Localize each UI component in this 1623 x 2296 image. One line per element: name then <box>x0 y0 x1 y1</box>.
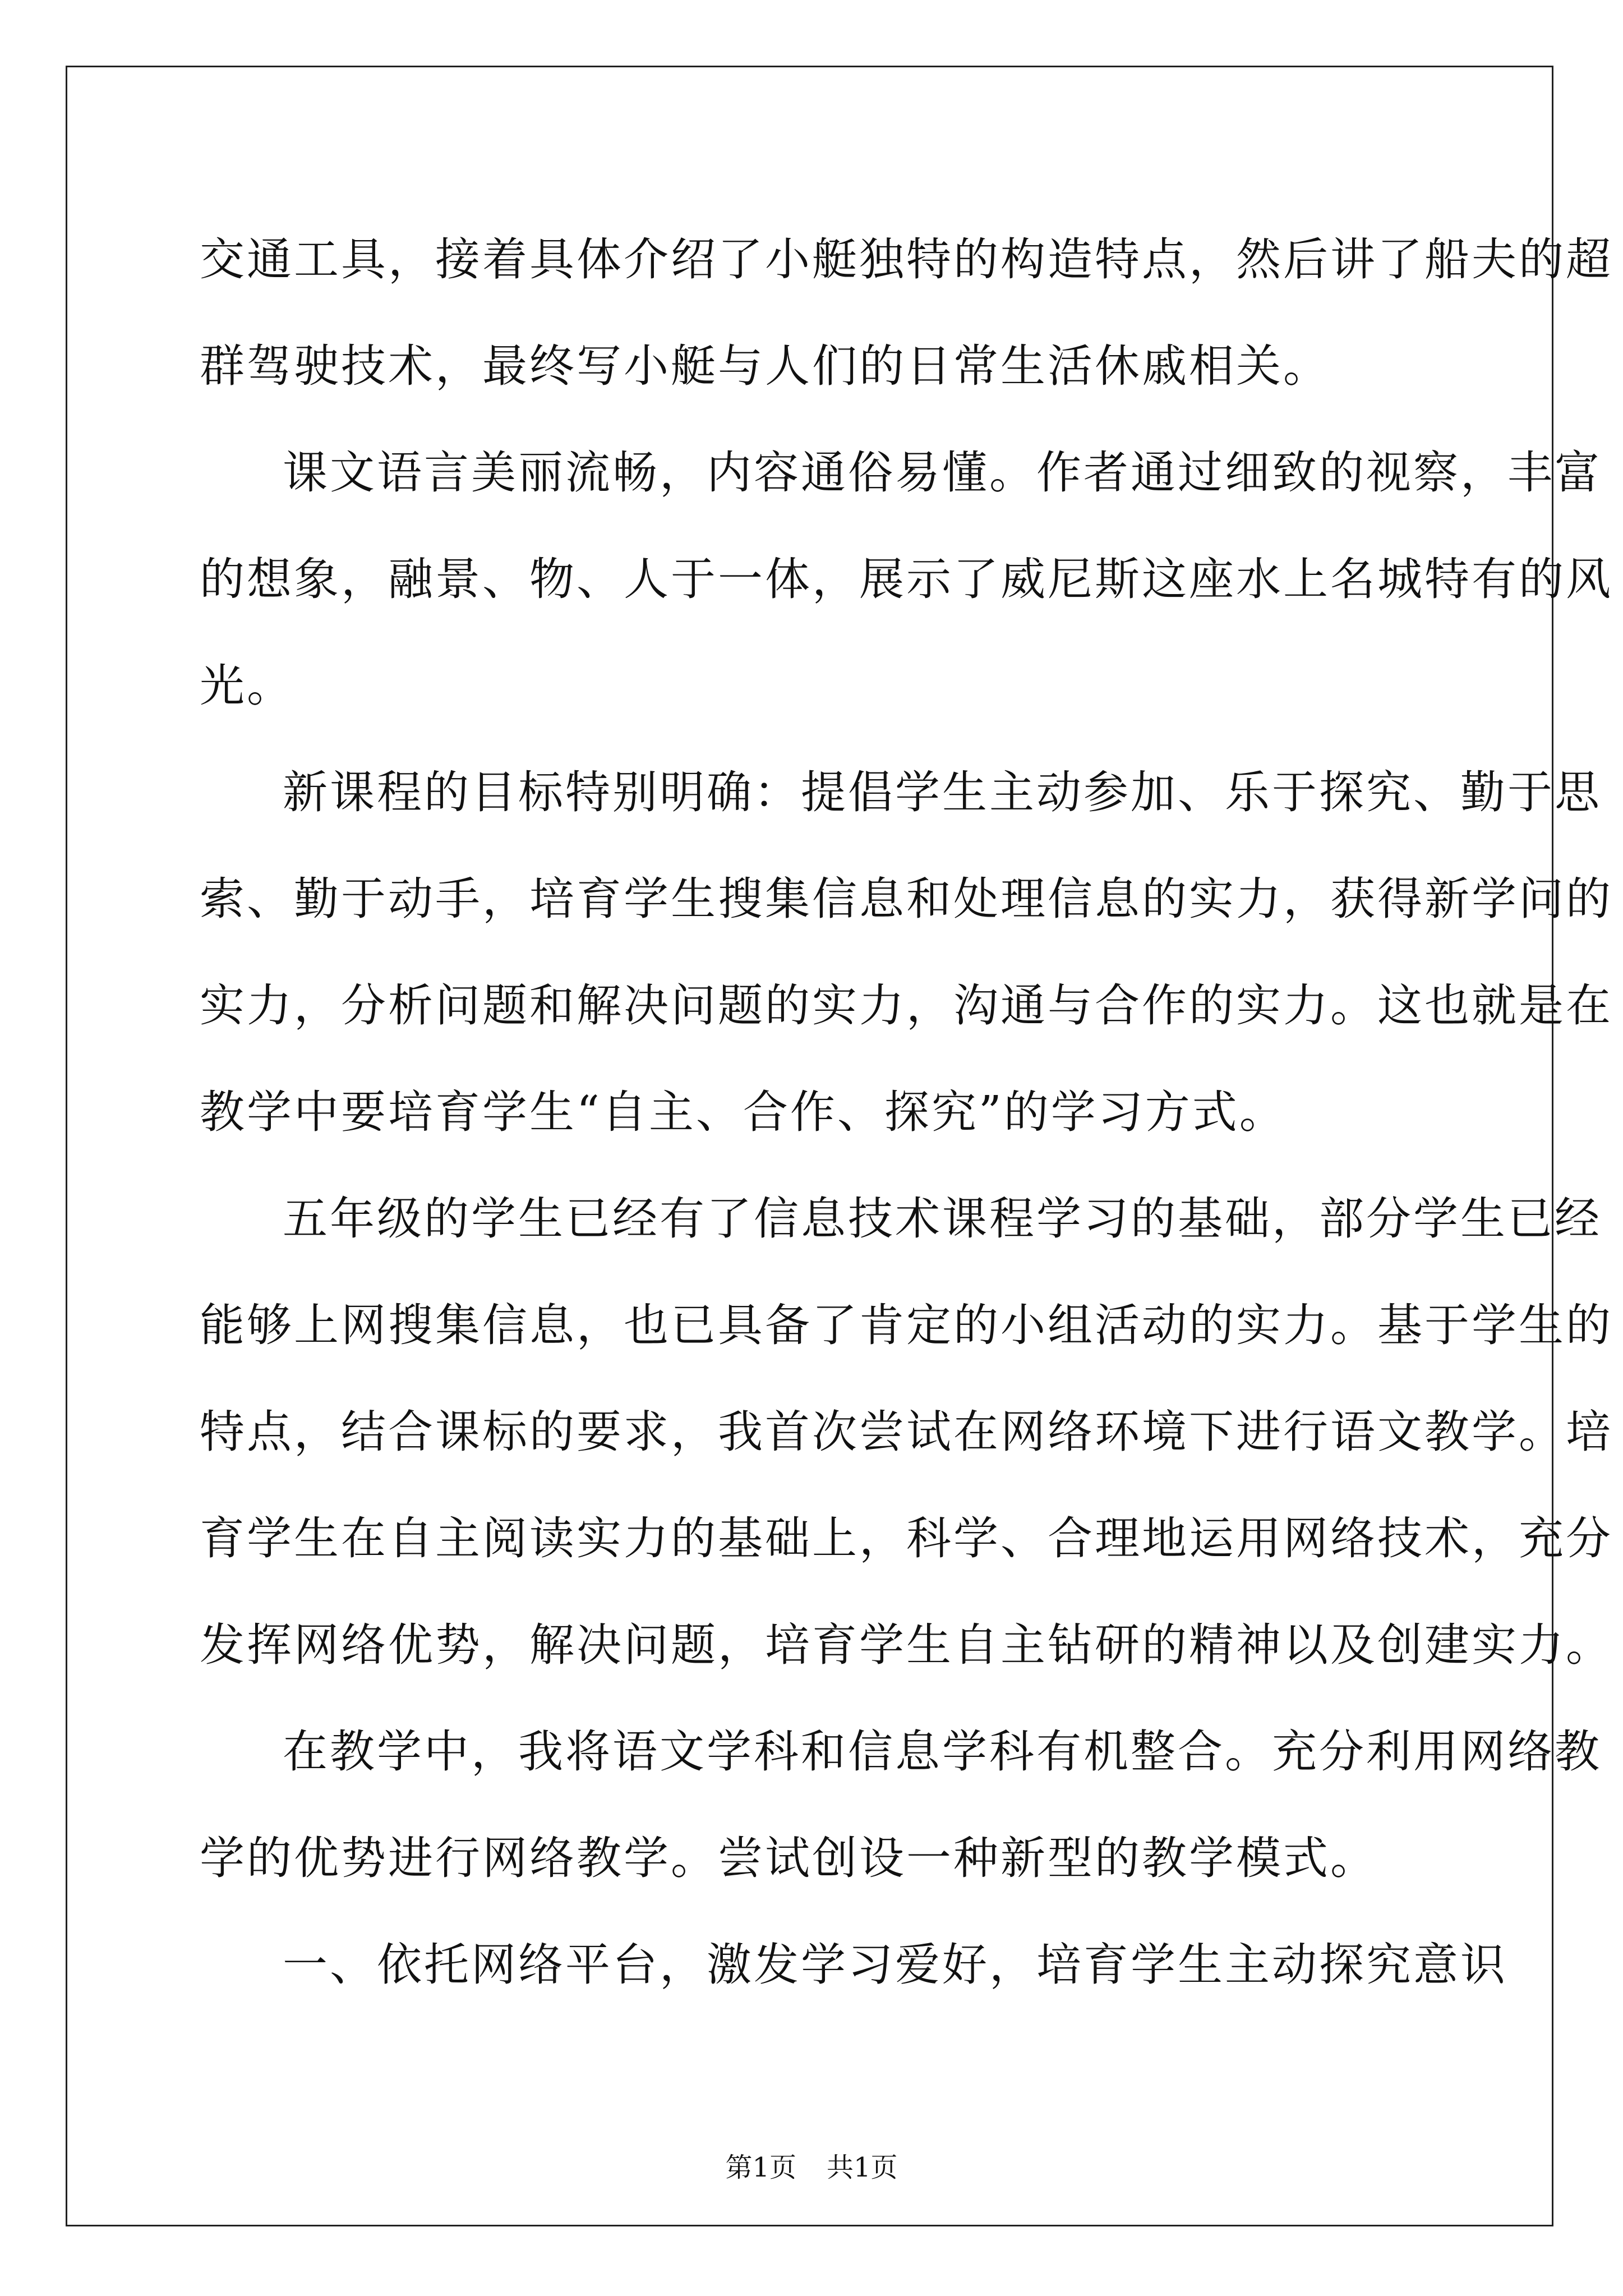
text-line: 实力，分析问题和解决问题的实力，沟通与合作的实力。这也就是在 <box>200 979 1613 1032</box>
text-line: 在教学中，我将语文学科和信息学科有机整合。充分利用网络教 <box>283 1726 1602 1778</box>
text-line: 发挥网络优势，解决问题，培育学生自主钻研的精神以及创建实力。 <box>200 1619 1613 1671</box>
text-line: 五年级的学生已经有了信息技术课程学习的基础，部分学生已经 <box>283 1193 1602 1245</box>
paragraph <box>200 206 1613 420</box>
section-heading <box>200 1912 1507 2018</box>
text-line: 能够上网搜集信息，也已具备了肯定的小组活动的实力。基于学生的 <box>200 1299 1613 1351</box>
page-footer <box>0 2146 1623 2184</box>
paragraph <box>200 739 1613 1166</box>
text-line: 育学生在自主阅读实力的基础上，科学、合理地运用网络技术，充分 <box>200 1512 1613 1565</box>
text-line: 交通工具，接着具体介绍了小艇独特的构造特点，然后讲了船夫的超 <box>200 233 1613 286</box>
text-line: 特点，结合课标的要求，我首次尝试在网络环境下进行语文教学。培 <box>200 1406 1613 1458</box>
paragraph <box>200 1699 1602 1912</box>
page-total: 共1页 <box>827 2152 898 2183</box>
text-line: 新课程的目标特别明确：提倡学生主动参加、乐于探究、勤于思 <box>283 766 1602 818</box>
text-line: 教学中要培育学生“自主、合作、探究”的学习方式。 <box>200 1086 1287 1138</box>
text-line: 一、依托网络平台，激发学习爱好，培育学生主动探究意识 <box>283 1939 1507 1991</box>
paragraph <box>200 1166 1613 1699</box>
text-line: 光。 <box>200 660 294 712</box>
text-line: 课文语言美丽流畅，内容通俗易懂。作者通过细致的视察，丰富 <box>283 447 1602 499</box>
text-line: 索、勤于动手，培育学生搜集信息和处理信息的实力，获得新学问的 <box>200 873 1613 925</box>
text-line: 群驾驶技术，最终写小艇与人们的日常生活休戚相关。 <box>200 340 1330 392</box>
text-line: 的想象，融景、物、人于一体，展示了威尼斯这座水上名城特有的风 <box>200 553 1613 605</box>
paragraph <box>200 420 1613 739</box>
document-body <box>200 206 1613 2018</box>
page-number: 第1页 <box>725 2152 796 2183</box>
text-line: 学的优势进行网络教学。尝试创设一种新型的教学模式。 <box>200 1832 1377 1884</box>
